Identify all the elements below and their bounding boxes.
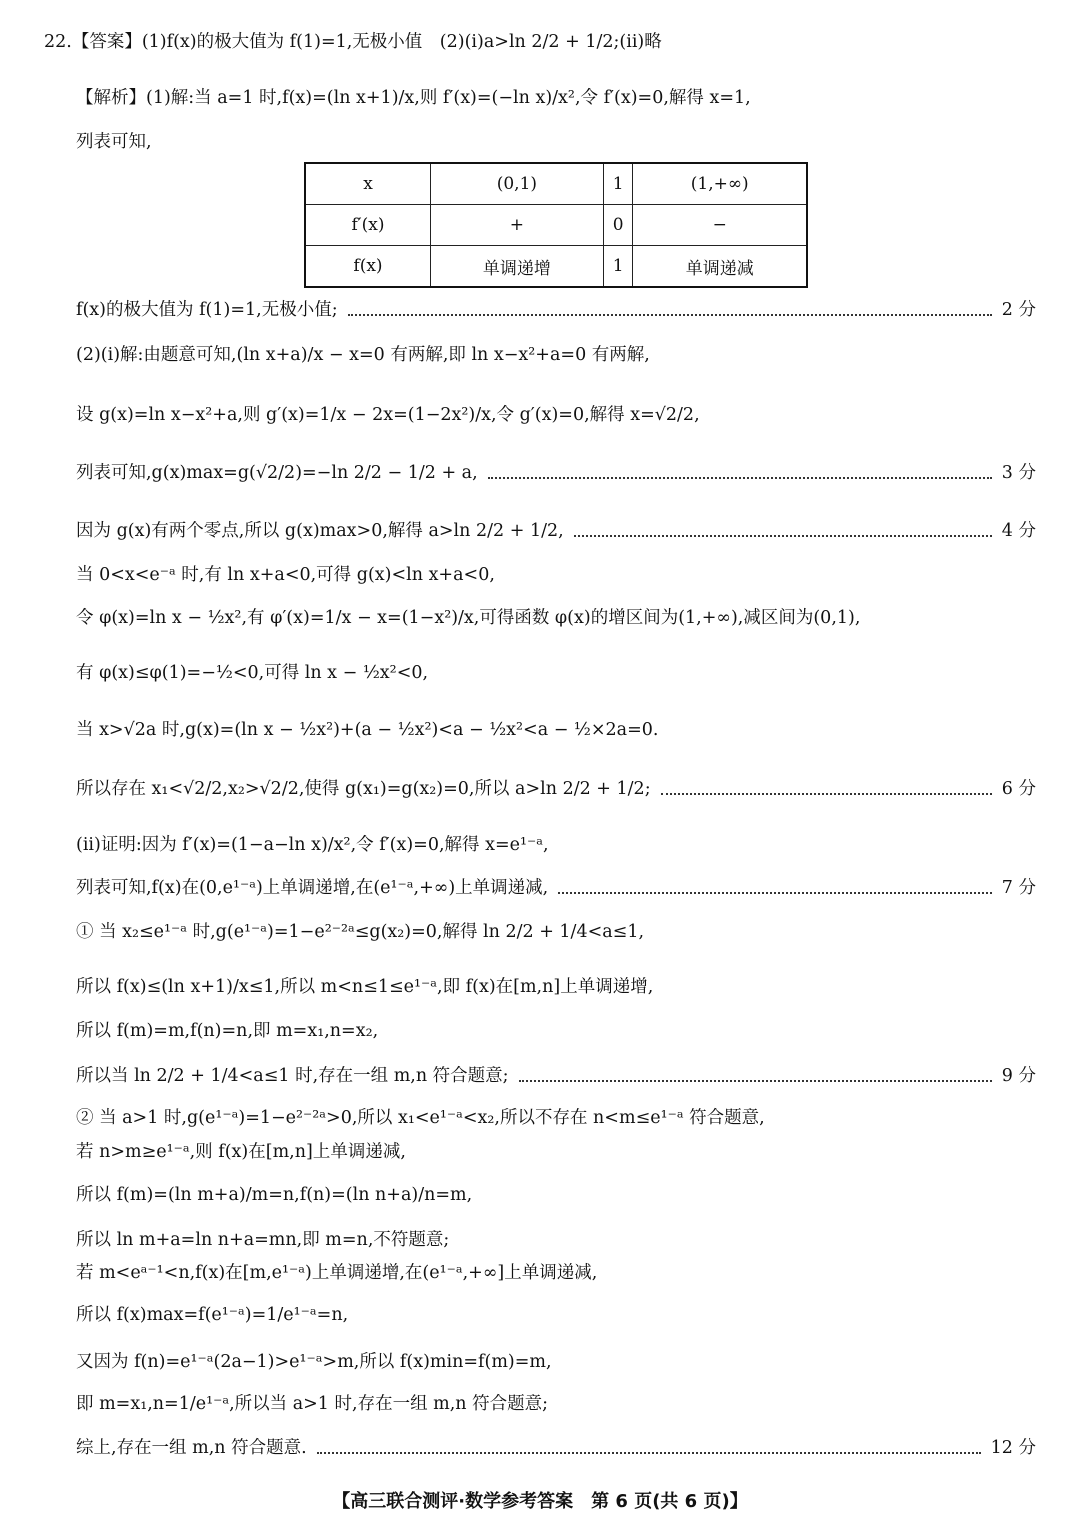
score-label: 9 分: [1001, 1066, 1036, 1086]
answer-text: 22.【答案】(1)f(x)的极大值为 f(1)=1,无极小值 (2)(i)a>ln 2/2 + 1/2;(ii)略: [44, 32, 662, 52]
page-footer: 【高三联合测评·数学参考答案 第 6 页(共 6 页)】: [332, 1491, 748, 1512]
analysis-line-15: [76, 920, 1036, 944]
analysis-text: 列表可知,g(x)max=g(√2/2)=−ln 2/2 − 1/2 + a,: [76, 463, 478, 483]
analysis-text: 所以 f(x)≤(ln x+1)/x≤1,所以 m<n≤1≤e¹⁻ᵃ,即 f(x)在[m,n]上单调递增,: [76, 977, 654, 997]
analysis-line-4: [76, 343, 1036, 367]
table-cell: 1: [603, 246, 633, 288]
table-cell: −: [633, 205, 807, 246]
table-cell: 单调递增: [431, 246, 604, 288]
analysis-text: 设 g(x)=ln x−x²+a,则 g′(x)=1/x − 2x=(1−2x²)/x,令 g′(x)=0,解得 x=√2/2,: [76, 405, 700, 425]
analysis-line-26: [76, 1392, 1036, 1416]
analysis-text: 列表可知,: [76, 132, 152, 152]
dotted-leader: [574, 535, 992, 537]
monotonicity-table: [304, 162, 808, 288]
analysis-line-14: [76, 876, 1036, 900]
analysis-line-3: [76, 298, 1036, 322]
analysis-text: ② 当 a>1 时,g(e¹⁻ᵃ)=1−e²⁻²ᵃ>0,所以 x₁<e¹⁻ᵃ<x₂,所以不存在 n<m≤e¹⁻ᵃ 符合题意,: [76, 1108, 765, 1128]
table-row: [305, 205, 807, 246]
score-label: 2 分: [1001, 300, 1036, 320]
analysis-text: 【解析】(1)解:当 a=1 时,f(x)=(ln x+1)/x,则 f′(x)=(−ln x)/x²,令 f′(x)=0,解得 x=1,: [76, 88, 751, 108]
analysis-text: 所以当 ln 2/2 + 1/4<a≤1 时,存在一组 m,n 符合题意;: [76, 1066, 509, 1086]
analysis-text: 综上,存在一组 m,n 符合题意.: [76, 1438, 307, 1458]
analysis-text: 列表可知,f(x)在(0,e¹⁻ᵃ)上单调递增,在(e¹⁻ᵃ,+∞)上单调递减,: [76, 878, 549, 898]
analysis-line-17: [76, 1019, 1036, 1043]
table-cell: f′(x): [305, 205, 431, 246]
analysis-line-9: [76, 606, 1036, 630]
analysis-line-7: [76, 519, 1036, 543]
analysis-text: 所以 ln m+a=ln n+a=mn,即 m=n,不符题意;: [76, 1230, 450, 1250]
dotted-leader: [519, 1080, 992, 1082]
score-label: 12 分: [990, 1438, 1036, 1458]
analysis-text: (ii)证明:因为 f′(x)=(1−a−ln x)/x²,令 f′(x)=0,解得 x=e¹⁻ᵃ,: [76, 835, 549, 855]
answer-line: [44, 30, 1036, 54]
table-cell: +: [431, 205, 604, 246]
analysis-text: 当 x>√2a 时,g(x)=(ln x − ½x²)+(a − ½x²)<a − ½x²<a − ½×2a=0.: [76, 720, 659, 740]
analysis-line-18: [76, 1064, 1036, 1088]
analysis-text: 当 0<x<e⁻ᵃ 时,有 ln x+a<0,可得 g(x)<ln x+a<0,: [76, 565, 495, 585]
analysis-text: 若 n>m≥e¹⁻ᵃ,则 f(x)在[m,n]上单调递减,: [76, 1142, 406, 1162]
analysis-line-23: [76, 1261, 1036, 1285]
dotted-leader: [348, 314, 992, 316]
score-label: 4 分: [1001, 521, 1036, 541]
analysis-line-5: [76, 403, 1036, 427]
analysis-line-1: [76, 86, 1036, 110]
dotted-leader: [317, 1452, 981, 1454]
analysis-line-27: [76, 1436, 1036, 1460]
score-label: 3 分: [1001, 463, 1036, 483]
analysis-text: 所以 f(m)=(ln m+a)/m=n,f(n)=(ln n+a)/n=m,: [76, 1185, 473, 1205]
analysis-text: 所以 f(x)max=f(e¹⁻ᵃ)=1/e¹⁻ᵃ=n,: [76, 1305, 349, 1325]
analysis-line-21: [76, 1183, 1036, 1207]
score-label: 7 分: [1001, 878, 1036, 898]
table-row: [305, 246, 807, 288]
table-cell: (0,1): [431, 163, 604, 205]
analysis-line-24: [76, 1303, 1036, 1327]
dotted-leader: [661, 793, 992, 795]
analysis-line-6: [76, 461, 1036, 485]
dotted-leader: [488, 477, 992, 479]
analysis-text: 所以存在 x₁<√2/2,x₂>√2/2,使得 g(x₁)=g(x₂)=0,所以 a>ln 2/2 + 1/2;: [76, 779, 651, 799]
analysis-line-8: [76, 563, 1036, 587]
table-cell: 单调递减: [633, 246, 807, 288]
analysis-text: 又因为 f(n)=e¹⁻ᵃ(2a−1)>e¹⁻ᵃ>m,所以 f(x)min=f(m)=m,: [76, 1352, 552, 1372]
analysis-text: 因为 g(x)有两个零点,所以 g(x)max>0,解得 a>ln 2/2 + 1/2,: [76, 521, 564, 541]
analysis-text: 所以 f(m)=m,f(n)=n,即 m=x₁,n=x₂,: [76, 1021, 379, 1041]
analysis-text: 令 φ(x)=ln x − ½x²,有 φ′(x)=1/x − x=(1−x²)/x,可得函数 φ(x)的增区间为(1,+∞),减区间为(0,1),: [76, 608, 861, 628]
analysis-line-2: [76, 130, 1036, 154]
table-cell: 1: [603, 163, 633, 205]
dotted-leader: [558, 892, 992, 894]
analysis-line-20: [76, 1140, 1036, 1164]
analysis-line-10: [76, 661, 1036, 685]
table-cell: x: [305, 163, 431, 205]
analysis-line-22: [76, 1228, 1036, 1252]
analysis-line-11: [76, 718, 1036, 742]
analysis-line-16: [76, 975, 1036, 999]
analysis-line-25: [76, 1350, 1036, 1374]
analysis-text: ① 当 x₂≤e¹⁻ᵃ 时,g(e¹⁻ᵃ)=1−e²⁻²ᵃ≤g(x₂)=0,解得 ln 2/2 + 1/4<a≤1,: [76, 922, 645, 942]
analysis-text: 若 m<eᵃ⁻¹<n,f(x)在[m,e¹⁻ᵃ)上单调递增,在(e¹⁻ᵃ,+∞]上单调递减,: [76, 1263, 598, 1283]
table-row: [305, 163, 807, 205]
analysis-text: 即 m=x₁,n=1/e¹⁻ᵃ,所以当 a>1 时,存在一组 m,n 符合题意;: [76, 1394, 549, 1414]
score-label: 6 分: [1001, 779, 1036, 799]
analysis-line-13: [76, 833, 1036, 857]
table-cell: 0: [603, 205, 633, 246]
analysis-line-12: [76, 777, 1036, 801]
analysis-line-19: [76, 1106, 1036, 1130]
analysis-text: f(x)的极大值为 f(1)=1,无极小值;: [76, 300, 338, 320]
table-cell: (1,+∞): [633, 163, 807, 205]
analysis-text: 有 φ(x)≤φ(1)=−½<0,可得 ln x − ½x²<0,: [76, 663, 429, 683]
table-cell: f(x): [305, 246, 431, 288]
analysis-text: (2)(i)解:由题意可知,(ln x+a)/x − x=0 有两解,即 ln x−x²+a=0 有两解,: [76, 345, 650, 365]
